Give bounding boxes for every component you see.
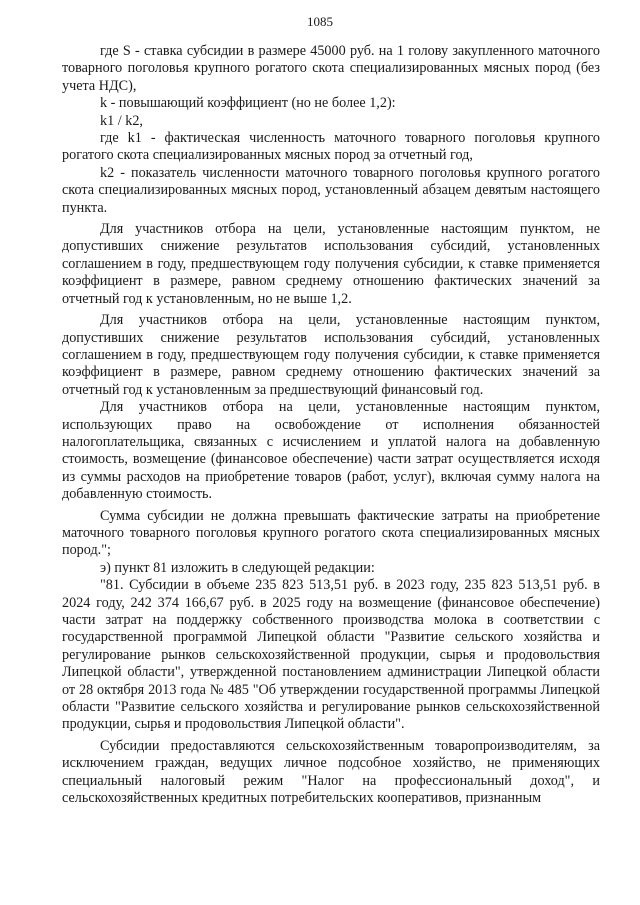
- paragraph-rate-definition: где S - ставка субсидии в размере 45000 руб. на 1 голову закупленного маточного товарного поголовья крупного рогатого скота специализированных мясных пород (без учета НДС),: [62, 43, 600, 94]
- paragraph-coefficient-no-decline: Для участников отбора на цели, установленные настоящим пунктом, не допустивших снижение результатов использования субсидий, установленных соглашением в году, предшествующем году получения субсидии, к ставке применяется коэффициент в размере, равном среднему отношению фактических значений за отчетный год к установленным, но не выше 1,2.: [62, 221, 600, 307]
- paragraph-subsidy-limit: Сумма субсидии не должна превышать фактические затраты на приобретение маточного товарного поголовья крупного рогатого скота специализированных мясных пород.";: [62, 507, 600, 559]
- paragraph-k1-definition: где k1 - фактическая численность маточного товарного поголовья крупного рогатого скота специализированных мясных пород за отчетный год,: [62, 130, 600, 164]
- paragraph-item-81-heading: э) пункт 81 изложить в следующей редакции:: [100, 559, 375, 576]
- paragraph-k2-definition: k2 - показатель численности маточного товарного поголовья крупного рогатого скота специализированных мясных пород, установленный абзацем девятым настоящего пункта.: [62, 164, 600, 216]
- paragraph-coefficient-decline: Для участников отбора на цели, установленные настоящим пунктом, допустивших снижение результатов использования субсидий, установленных соглашением в году, предшествующем году получения субсидии, к ставке применяется коэффициент в размере, равном среднему отношению фактических значений за отчетный год к установленным за предшествующий финансовый год.: [62, 312, 600, 398]
- paragraph-k-formula: k1 / k2,: [100, 112, 143, 129]
- paragraph-k-definition: k - повышающий коэффициент (но не более 1,2):: [100, 95, 396, 112]
- paragraph-item-81: "81. Субсидии в объеме 235 823 513,51 руб. в 2023 году, 235 823 513,51 руб. в 2024 году, 242 374 166,67 руб. в 2025 году на возмещение (финансовое обеспечение) части затрат на поддержку собственного производства молока в соответствии с государственной программой Липецкой области "Развитие сельского хозяйства и регулирование рынков сельскохозяйственной продукции, сырья и продовольствия Липецкой области", утвержденной постановлением администрации Липецкой области от 28 октября 2013 года № 485 "Об утверждении государственной программы Липецкой области "Развитие сельского хозяйства и регулирование рынков сельскохозяйственной продукции, сырья и продовольствия Липецкой области".: [62, 577, 600, 733]
- paragraph-recipients: Субсидии предоставляются сельскохозяйственным товаропроизводителям, за исключением граждан, ведущих личное подсобное хозяйство, не применяющих специальный налоговый режим "Налог на профессиональный доход", и сельскохозяйственных кредитных потребительских кооперативов, признанным: [62, 737, 600, 807]
- page-number: 1085: [307, 14, 333, 29]
- document-body: [62, 43, 600, 807]
- paragraph-vat-exemption: Для участников отбора на цели, установленные настоящим пунктом, использующих право на освобождение от исполнения обязанностей налогоплательщика, связанных с исчислением и уплатой налога на добавленную стоимость, возмещение (финансовое обеспечение) части затрат осуществляется исходя из суммы расходов на приобретение товаров (работ, услуг), включая сумму налога на добавленную стоимость.: [62, 399, 600, 503]
